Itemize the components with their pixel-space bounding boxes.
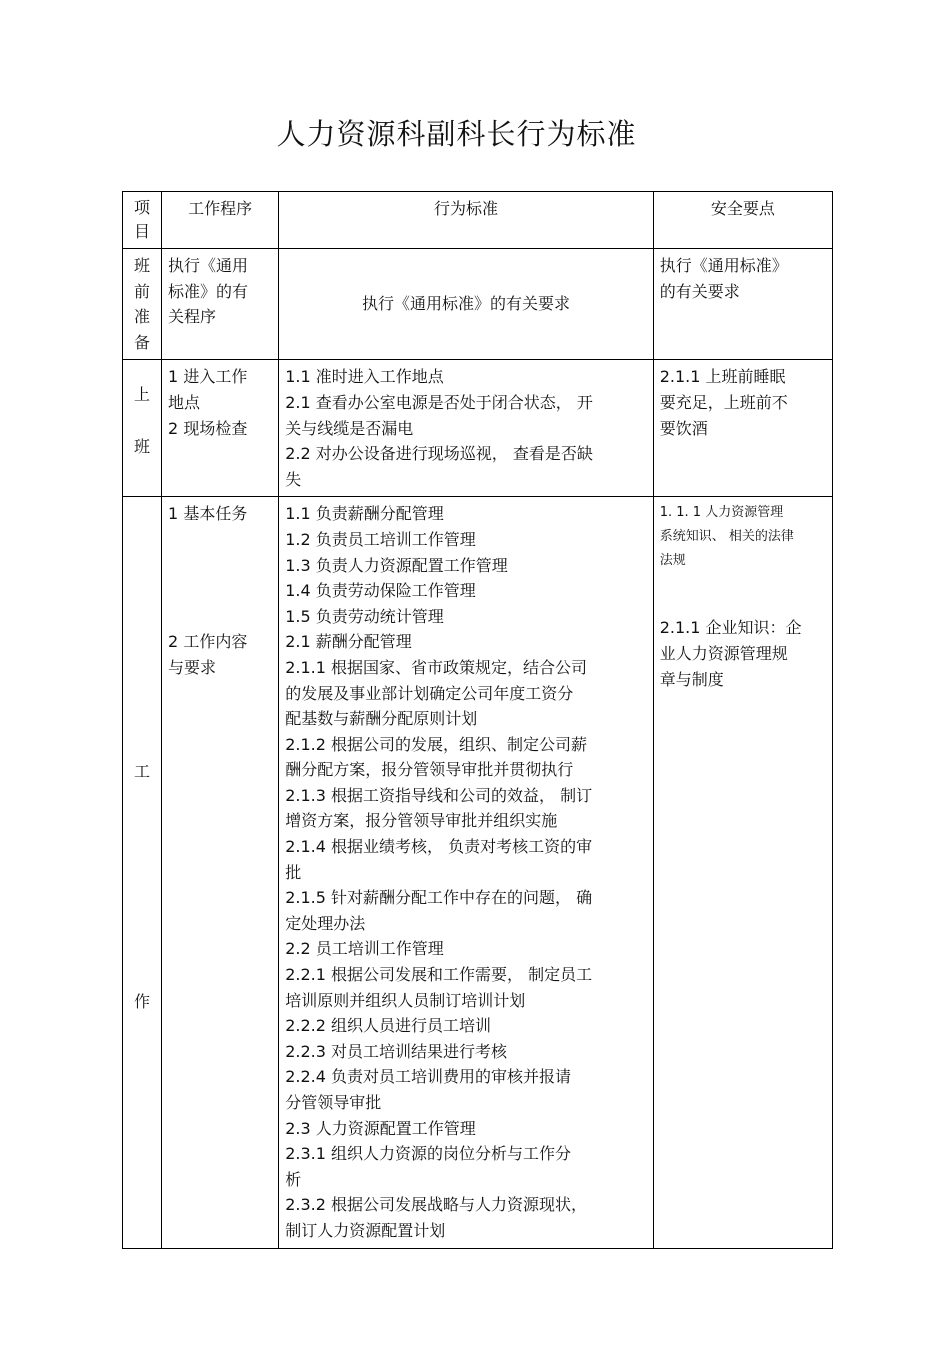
standard-line: 2.1.5 针对薪酬分配工作中存在的问题， 确 [285, 888, 593, 908]
standard-line: 1.3 负责人力资源配置工作管理 [285, 555, 508, 575]
safety-line: 法规 [659, 553, 686, 569]
standard-line: 2.1 查看办公室电源是否处于闭合状态， 开 [285, 392, 593, 412]
standard-line: 2.2.3 对员工培训结果进行考核 [285, 1041, 508, 1061]
standard-line: 2.1.1 根据国家、省市政策规定，结合公司 [285, 657, 588, 677]
procedure-line: 地点 [168, 392, 201, 412]
standard-line: 失 [285, 469, 302, 489]
procedure-line: 与要求 [168, 657, 217, 677]
item-char: 班 [134, 436, 151, 456]
standard-line: 2.3 人力资源配置工作管理 [285, 1118, 476, 1138]
standard-line: 分管领导审批 [285, 1093, 382, 1112]
item-char: 备 [134, 332, 151, 352]
procedure-line: 2 现场检查 [168, 418, 248, 438]
safety-line: 2.1.1 企业知识：企 [659, 618, 802, 638]
table-header-row [123, 192, 833, 249]
table-row [123, 249, 833, 360]
safety-line: 的有关要求 [659, 281, 740, 301]
standard-line: 批 [285, 862, 302, 882]
standard-line: 定处理办法 [285, 913, 366, 933]
standard-line: 1.1 负责薪酬分配管理 [285, 504, 444, 524]
header-item [123, 192, 162, 249]
standard-line: 2.2.2 组织人员进行员工培训 [285, 1016, 492, 1036]
procedure-line: 1 基本任务 [168, 504, 248, 524]
item-char: 工 [134, 762, 151, 782]
safety-line: 系统知识、 相关的法律 [659, 529, 794, 545]
item-char: 准 [134, 307, 151, 327]
header-item-char: 目 [134, 222, 151, 241]
safety-line: 章与制度 [659, 669, 724, 689]
standard-line: 2.1.2 根据公司的发展，组织、制定公司薪 [285, 734, 588, 754]
safety-line: 1. 1. 1 人力资源管理 [659, 505, 784, 521]
row-item-cell [123, 497, 162, 1248]
standard-line: 1.4 负责劳动保险工作管理 [285, 581, 476, 601]
safety-line: 业人力资源管理规 [659, 643, 788, 663]
safety-line: 2.1.1 上班前睡眠 [659, 367, 786, 387]
standard-line: 的发展及事业部计划确定公司年度工资分 [285, 683, 574, 703]
standard-line: 增资方案，报分管领导审批并组织实施 [285, 811, 558, 831]
row-item-cell [123, 249, 162, 360]
standard-line: 配基数与薪酬分配原则计划 [285, 709, 478, 729]
header-safety: 安全要点 [653, 192, 832, 249]
standard-line: 1.2 负责员工培训工作管理 [285, 529, 476, 549]
standard-line: 制订人力资源配置计划 [285, 1220, 446, 1240]
standard-line: 2.1 薪酬分配管理 [285, 632, 412, 652]
header-standard: 行为标准 [279, 192, 654, 249]
standard-cell [279, 249, 654, 360]
standard-cell [279, 360, 654, 497]
procedure-line: 执行《通用 [168, 256, 249, 275]
behavior-standard-table [122, 191, 833, 1249]
header-item-char: 项 [134, 198, 151, 217]
standard-line: 酬分配方案，报分管领导审批并贯彻执行 [285, 760, 574, 780]
standard-line: 2.3.2 根据公司发展战略与人力资源现状， [285, 1195, 588, 1215]
procedure-line: 1 进入工作 [168, 367, 248, 387]
standard-cell [279, 497, 654, 1248]
row-item-cell [123, 360, 162, 497]
standard-line: 2.1.4 根据业绩考核， 负责对考核工资的审 [285, 837, 593, 857]
standard-line: 执行《通用标准》的有关要求 [361, 294, 570, 314]
procedure-line: 关程序 [168, 307, 217, 327]
standard-line: 1.1 准时进入工作地点 [285, 367, 444, 387]
standard-line: 2.3.1 组织人力资源的岗位分析与工作分 [285, 1144, 572, 1164]
procedure-line: 标准》的有 [168, 281, 249, 301]
item-char: 前 [134, 281, 151, 301]
standard-line: 析 [285, 1169, 302, 1189]
procedure-cell [162, 497, 279, 1248]
safety-cell [653, 360, 832, 497]
safety-cell [653, 249, 832, 360]
table-row [123, 360, 833, 497]
item-char: 班 [134, 256, 151, 275]
safety-cell [653, 497, 832, 1248]
standard-line: 1.5 负责劳动统计管理 [285, 606, 444, 626]
page-title: 人力资源科副科长行为标准 [276, 117, 637, 151]
standard-line: 2.2 对办公设备进行现场巡视， 查看是否缺 [285, 444, 593, 464]
safety-line: 要充足，上班前不 [659, 392, 788, 412]
standard-line: 2.2.4 负责对员工培训费用的审核并报请 [285, 1067, 572, 1087]
item-char: 上 [134, 385, 151, 405]
procedure-line: 2 工作内容 [168, 632, 248, 652]
item-char: 作 [134, 992, 151, 1012]
standard-line: 2.2.1 根据公司发展和工作需要， 制定员工 [285, 965, 593, 985]
safety-line: 要饮酒 [659, 418, 708, 438]
standard-line: 2.1.3 根据工资指导线和公司的效益， 制订 [285, 785, 593, 805]
safety-line: 执行《通用标准》 [659, 256, 788, 275]
standard-line: 培训原则并组织人员制订培训计划 [285, 990, 526, 1010]
procedure-cell [162, 249, 279, 360]
procedure-cell [162, 360, 279, 497]
header-procedure: 工作程序 [162, 192, 279, 249]
standard-line: 关与线缆是否漏电 [285, 418, 414, 438]
standard-line: 2.2 员工培训工作管理 [285, 939, 444, 959]
table-row [123, 497, 833, 1248]
